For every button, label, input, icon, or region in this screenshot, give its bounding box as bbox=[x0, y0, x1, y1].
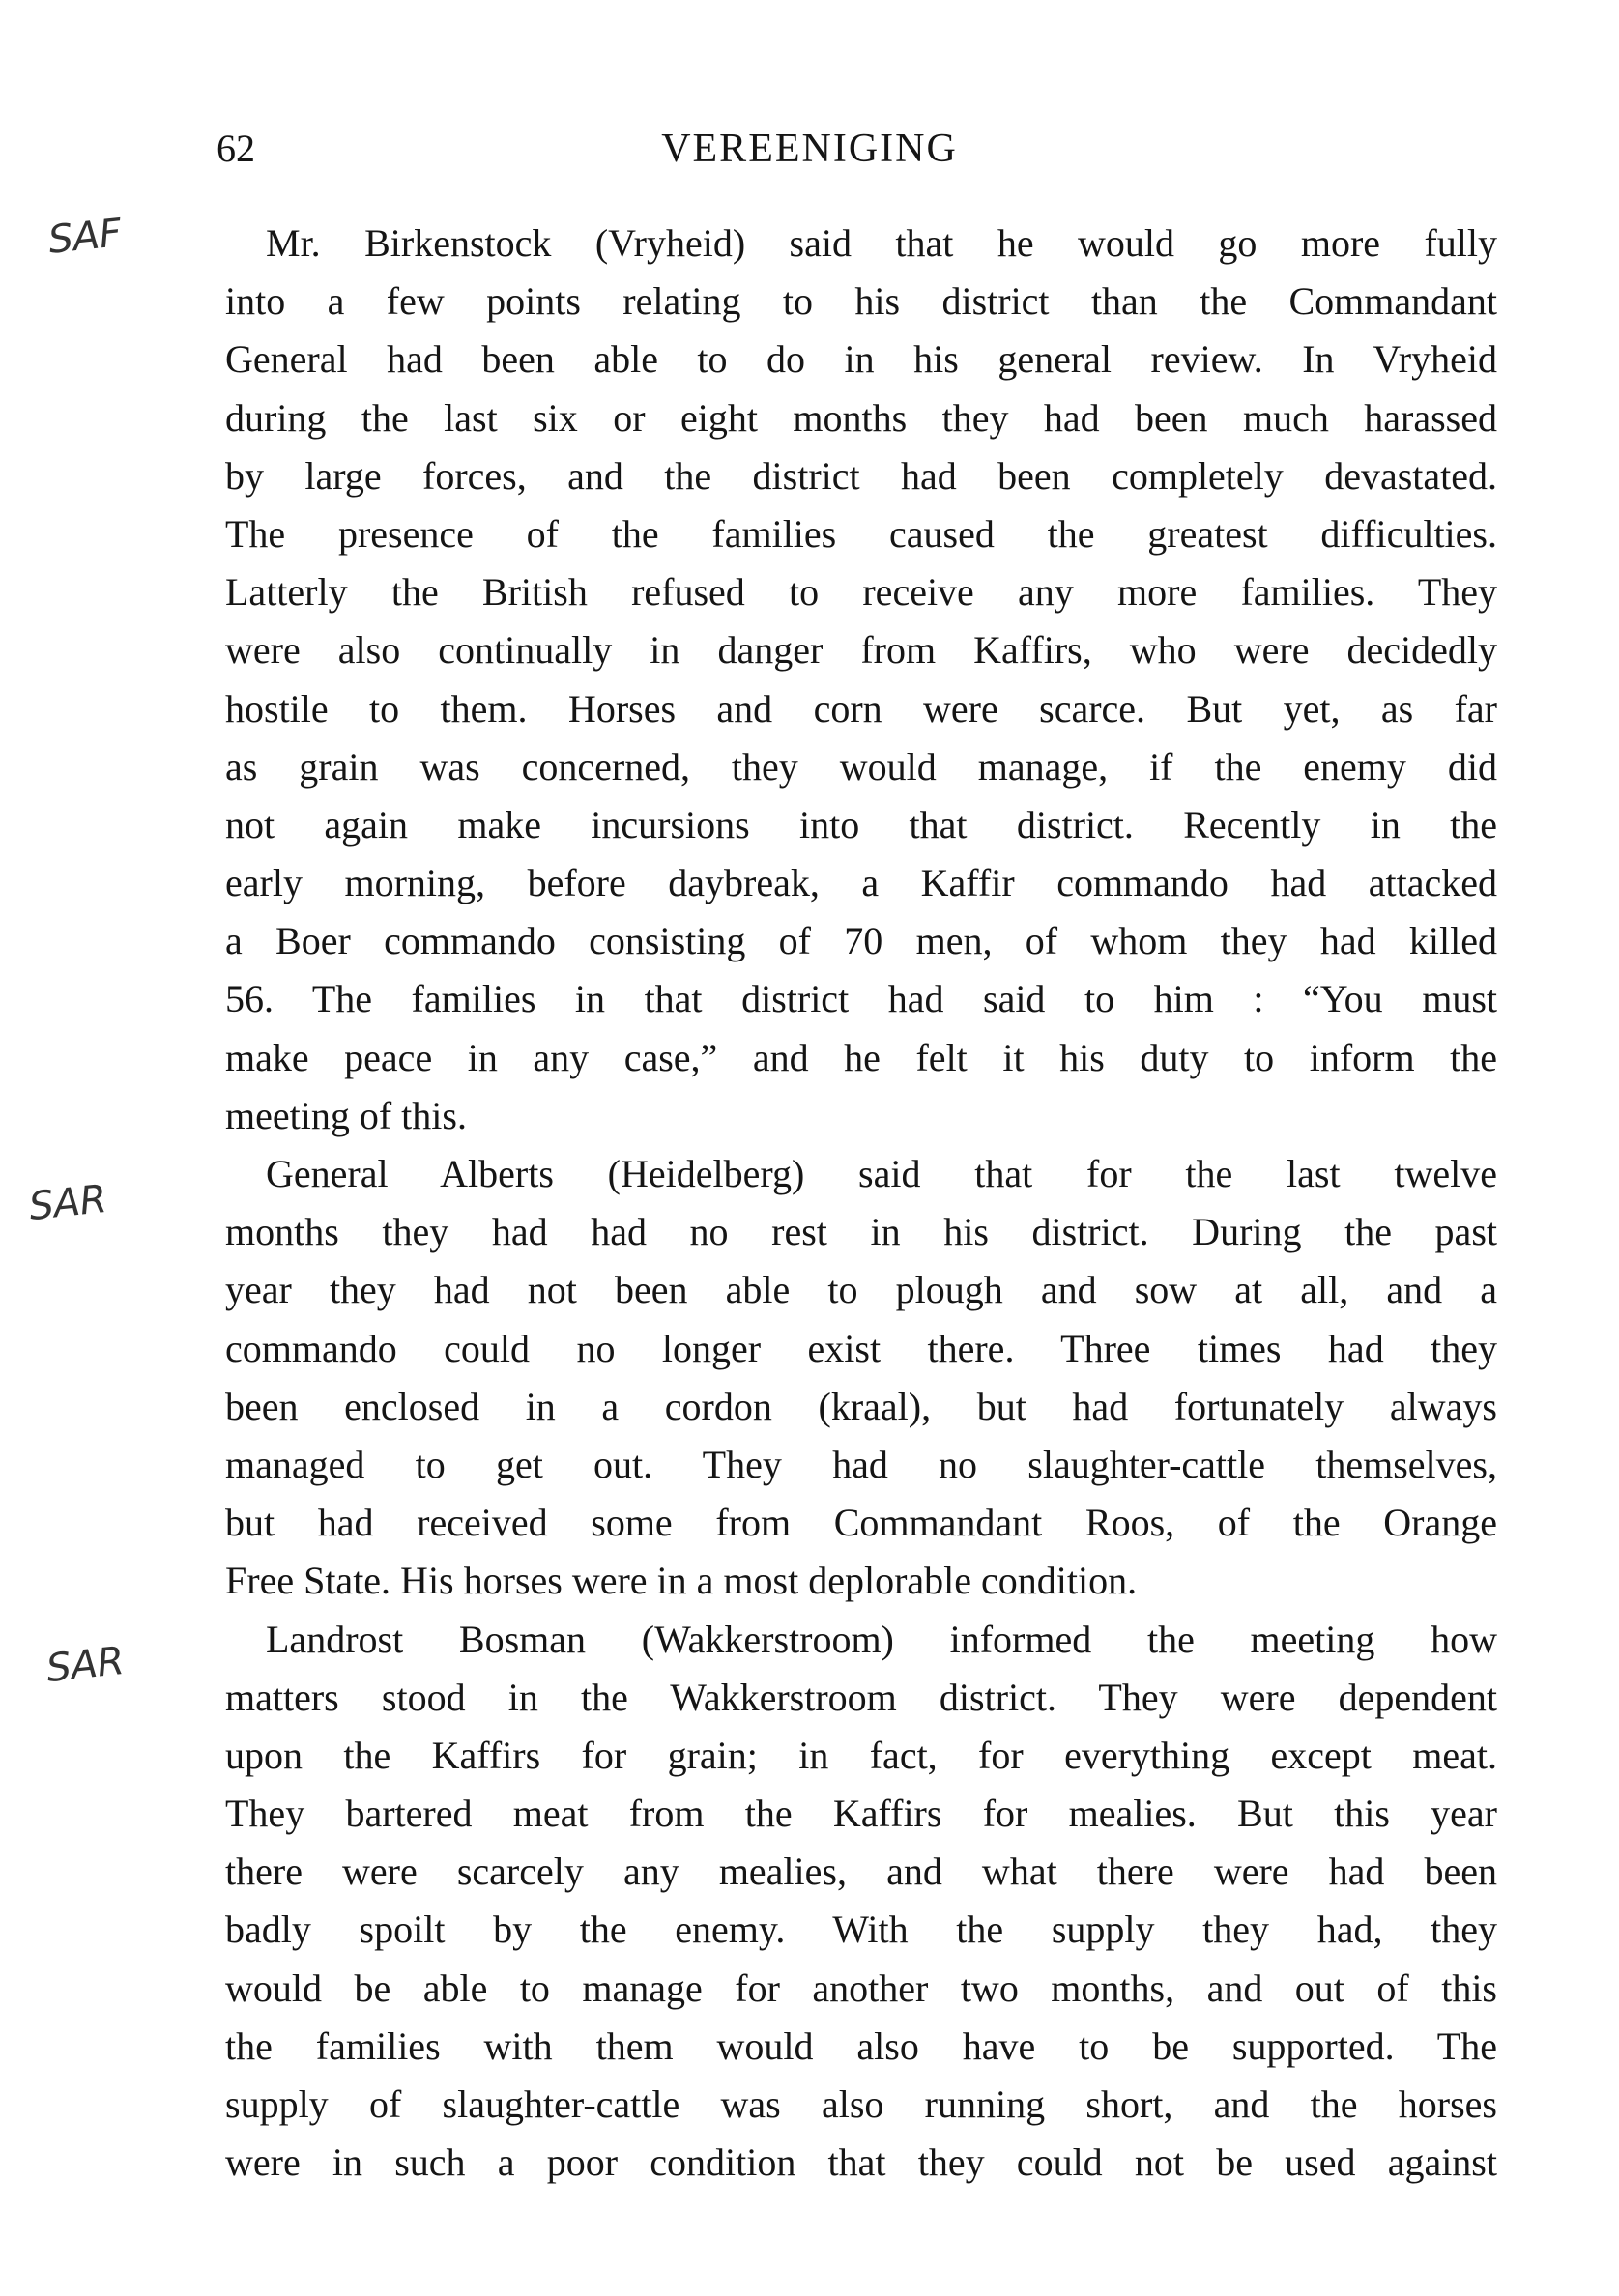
text-line: hostile to them. Horses and corn were scarce. But yet, as far bbox=[225, 686, 1497, 731]
text-line: Mr. Birkenstock (Vryheid) said that he would go more fully bbox=[266, 221, 1497, 265]
text-line: been enclosed in a cordon (kraal), but had fortunately always bbox=[225, 1384, 1497, 1428]
text-line: commando could no longer exist there. Three times had they bbox=[225, 1326, 1497, 1370]
text-line: General Alberts (Heidelberg) said that for the last twelve bbox=[266, 1152, 1497, 1195]
text-line: meeting of this. bbox=[225, 1093, 467, 1137]
text-line: the families with them would also have to be supported. The bbox=[225, 2023, 1497, 2068]
page-number: 62 bbox=[217, 127, 255, 170]
text-line: were in such a poor condition that they could not be used against bbox=[225, 2140, 1497, 2185]
text-line: but had received some from Commandant Roos, of the Orange bbox=[225, 1501, 1497, 1545]
text-line: months they had had no rest in his district. During the past bbox=[225, 1210, 1497, 1254]
text-line: 56. The families in that district had said to him : “You must bbox=[225, 977, 1497, 1021]
text-line: were also continually in danger from Kaffirs, who were decidedly bbox=[225, 628, 1497, 673]
text-line: managed to get out. They had no slaughter-cattle themselves, bbox=[225, 1442, 1497, 1486]
text-line: General had been able to do in his general review. In Vryheid bbox=[225, 337, 1497, 382]
text-line: by large forces, and the district had been completely devastated. bbox=[225, 453, 1497, 498]
text-line: matters stood in the Wakkerstroom district. They were dependent bbox=[225, 1675, 1497, 1719]
text-line: during the last six or eight months they had been much harassed bbox=[225, 395, 1497, 440]
margin-annotation: SAR bbox=[43, 1638, 127, 1692]
paragraph bbox=[225, 215, 1497, 1145]
text-line: there were scarcely any mealies, and what there were had been bbox=[225, 1850, 1497, 1894]
paragraph bbox=[225, 1145, 1497, 1611]
text-line: a Boer commando consisting of 70 men, of whom they had killed bbox=[225, 919, 1497, 963]
text-line: as grain was concerned, they would manage, if the enemy did bbox=[225, 744, 1497, 789]
text-line: Free State. His horses were in a most deplorable condition. bbox=[225, 1559, 1138, 1603]
text-line: They bartered meat from the Kaffirs for mealies. But this year bbox=[225, 1792, 1497, 1836]
text-line: into a few points relating to his district than the Commandant bbox=[225, 279, 1497, 324]
text-line: early morning, before daybreak, a Kaffir commando had attacked bbox=[225, 861, 1497, 905]
text-line: not again make incursions into that district. Recently in the bbox=[225, 802, 1497, 847]
text-line: upon the Kaffirs for grain; in fact, for everything except meat. bbox=[225, 1733, 1497, 1777]
paragraph bbox=[225, 1611, 1497, 2193]
text-line: The presence of the families caused the greatest difficulties. bbox=[225, 511, 1497, 556]
text-line: supply of slaughter-cattle was also running short, and the horses bbox=[225, 2082, 1497, 2126]
text-line: badly spoilt by the enemy. With the supply they had, they bbox=[225, 1908, 1497, 1952]
text-line: would be able to manage for another two months, and out of this bbox=[225, 1966, 1497, 2010]
text-line: Latterly the British refused to receive any more families. They bbox=[225, 570, 1497, 615]
margin-annotation: SAF bbox=[45, 211, 124, 263]
body-text bbox=[225, 215, 1497, 2192]
margin-annotation: SAR bbox=[26, 1176, 109, 1230]
text-line: make peace in any case,” and he felt it his duty to inform the bbox=[225, 1035, 1497, 1079]
running-title: VEREENIGING bbox=[661, 127, 958, 171]
text-line: Landrost Bosman (Wakkerstroom) informed the meeting how bbox=[266, 1617, 1497, 1661]
text-line: year they had not been able to plough and sow at all, and a bbox=[225, 1268, 1497, 1312]
